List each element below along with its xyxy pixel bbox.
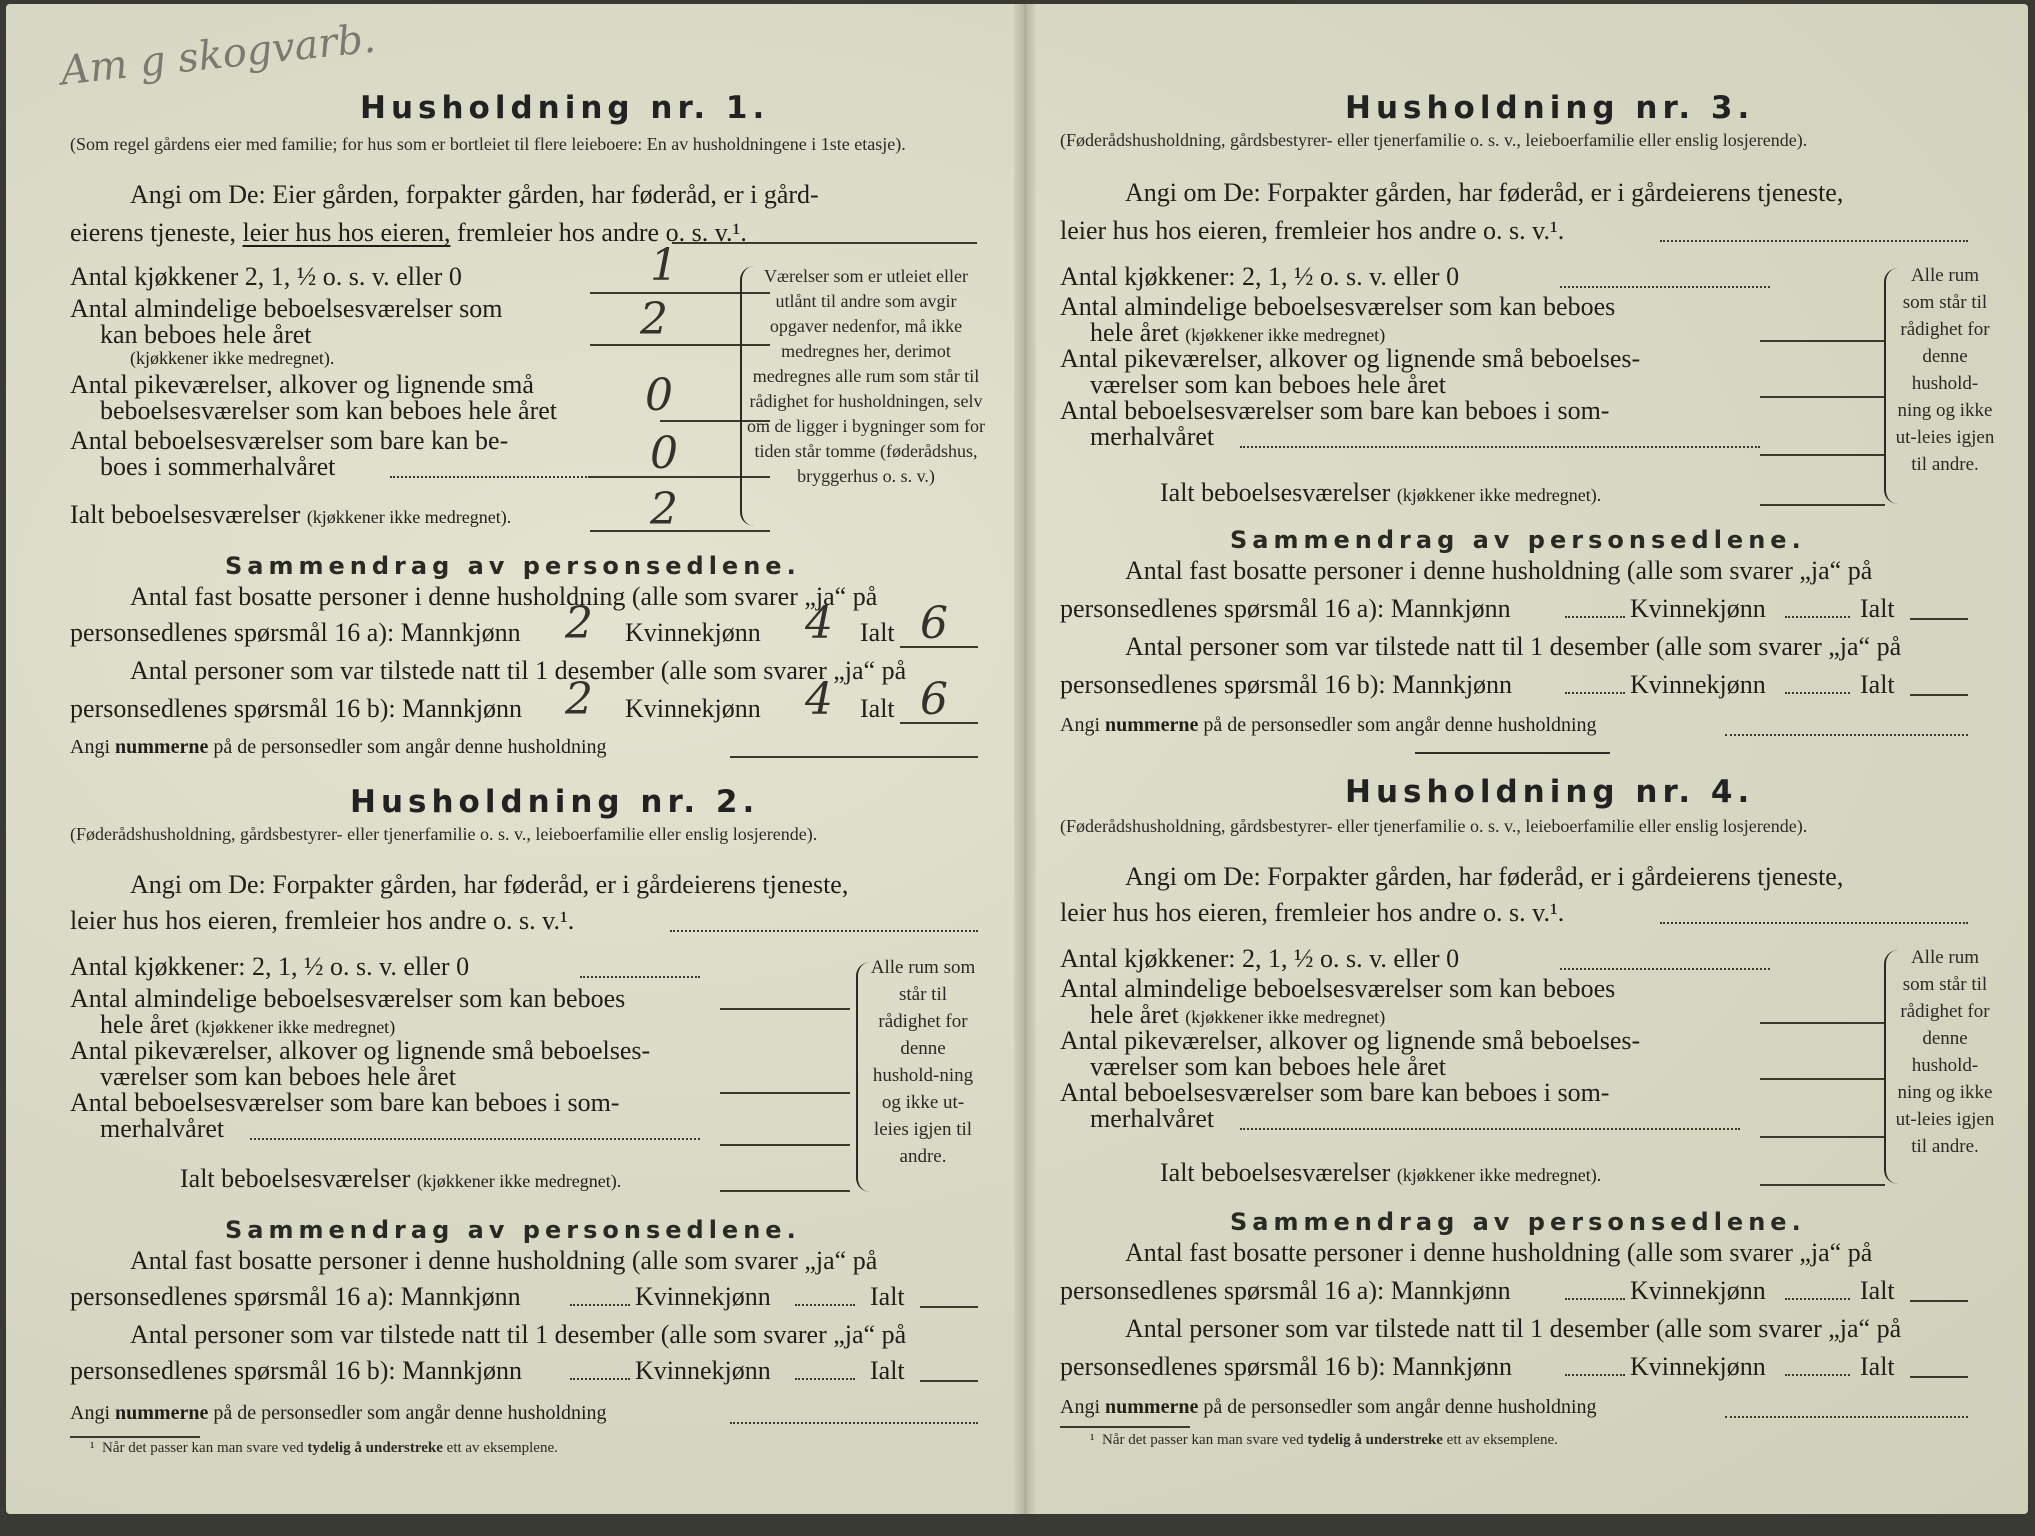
- h2-q16a-row: [70, 1282, 521, 1312]
- answer-line: [720, 1092, 850, 1094]
- h1-almindelige-value[interactable]: 2: [640, 294, 668, 345]
- household-3-description: (Føderådshusholdning, gårdsbestyrer- eller tjenerfamilie o. s. v., leieboerfamilie eller enslig losjerende).: [1060, 130, 1808, 150]
- h2-sommer-label-1: Antal beboelsesværelser som bare kan beboes i som-: [70, 1088, 620, 1117]
- h2-almindelige-label-1: Antal almindelige beboelsesværelser som kan beboes: [70, 984, 626, 1013]
- footnote-mark: ¹: [1090, 1432, 1095, 1448]
- nummerne-word: nummerne: [115, 1402, 209, 1424]
- h1-summary-title: Sammendrag av personsedlene.: [225, 552, 801, 580]
- nummerne-word: nummerne: [115, 736, 209, 758]
- h4-pike-label-2: værelser som kan beboes hele året: [1090, 1052, 1446, 1081]
- angi-word: Angi: [70, 1402, 110, 1424]
- left-footnote: [90, 1440, 558, 1457]
- right-page: [1060, 4, 1995, 1514]
- answer-line: [920, 1306, 978, 1308]
- h3-pike-label-2: værelser som kan beboes hele året: [1090, 370, 1446, 399]
- h4-q16b-line2: personsedlenes spørsmål 16 b):: [1060, 1352, 1386, 1381]
- h1-q16a-line1: Antal fast bosatte personer i denne husholdning (alle som svarer „ja“ på: [130, 582, 878, 611]
- h2-q16b-row: [70, 1356, 522, 1386]
- nummerne-word: nummerne: [1105, 1396, 1199, 1418]
- household-1-angi-line1: Angi om De: Eier gården, forpakter gården, har føderåd, er i gård-: [130, 180, 819, 209]
- h3-q16b-ialt-label: Ialt: [1860, 670, 1895, 699]
- h4-kjokkener-label: Antal kjøkkener: 2, 1, ½ o. s. v. eller 0: [1060, 944, 1460, 973]
- h1-q16b-ialt-value[interactable]: 6: [920, 674, 948, 725]
- h1-angi-nummerne: [70, 736, 607, 759]
- answer-line: [1760, 340, 1885, 342]
- right-footnote: [1090, 1432, 1558, 1449]
- h3-q16a-mann-label: Mannkjønn: [1390, 594, 1511, 623]
- h4-q16b-mann-label: Mannkjønn: [1392, 1352, 1513, 1381]
- h2-summary-title: Sammendrag av personsedlene.: [225, 1216, 801, 1244]
- h3-almindelige-label-1: Antal almindelige beboelsesværelser som kan beboes: [1060, 292, 1616, 321]
- h3-almindelige-note: (kjøkkener ikke medregnet): [1185, 325, 1386, 345]
- dot-leader: [1560, 968, 1770, 970]
- h1-brace-note: Værelser som er utleiet eller utlånt til andre som avgir opgaver nedenfor, må ikke medregnes her, derimot medregnes alle rum som står til rådighet for husholdningen, selv om de ligger i bygninger som for tiden står tomme (føderådshus, bryggerhus o. s. v.): [747, 266, 985, 486]
- h1-pike-label-1: Antal pikeværelser, alkover og lignende små: [70, 370, 534, 399]
- answer-line: [1760, 454, 1885, 456]
- footnote-text: Når det passer kan man svare ved: [1102, 1432, 1304, 1448]
- h1-q16a-mann-value[interactable]: 2: [565, 598, 593, 649]
- h1-pike-label-2: beboelsesværelser som kan beboes hele året: [100, 396, 558, 425]
- household-1-description: (Som regel gårdens eier med familie; for hus som er bortleiet til flere leieboere: En av husholdningene i 1ste etasje).: [70, 134, 906, 154]
- dot-leader: [1785, 692, 1850, 694]
- angi-nummerne-rest: på de personsedler som angår denne husholdning: [1203, 1396, 1597, 1418]
- household-4-description: (Føderådshusholdning, gårdsbestyrer- eller tjenerfamilie o. s. v., leieboerfamilie eller enslig losjerende).: [1060, 816, 1808, 836]
- h1-kjokkener-value[interactable]: 1: [650, 240, 678, 291]
- h3-q16b-row: [1060, 670, 1512, 700]
- h1-q16b-mann-label: Mannkjønn: [402, 694, 523, 723]
- angi-option-tjeneste: eierens tjeneste,: [70, 218, 237, 247]
- answer-line: [1910, 694, 1968, 696]
- h3-sommer-label-1: Antal beboelsesværelser som bare kan beboes i som-: [1060, 396, 1610, 425]
- footnote-mark: ¹: [90, 1440, 95, 1456]
- h1-ialt-label-text: Ialt beboelsesværelser: [70, 500, 301, 529]
- h3-ialt-note: (kjøkkener ikke medregnet).: [1396, 485, 1602, 505]
- h2-q16b-line2: personsedlenes spørsmål 16 b):: [70, 1356, 396, 1385]
- h1-q16a-row: [70, 618, 521, 648]
- h1-ialt-label: [70, 500, 511, 530]
- h2-q16b-kvinne-label: Kvinnekjønn: [635, 1356, 771, 1385]
- h4-ialt-note: (kjøkkener ikke medregnet).: [1396, 1165, 1602, 1185]
- h4-q16a-line2: personsedlenes spørsmål 16 a):: [1060, 1276, 1385, 1305]
- dot-leader: [1725, 734, 1968, 736]
- dot-leader: [1240, 1128, 1740, 1130]
- h4-q16b-ialt-label: Ialt: [1860, 1352, 1895, 1381]
- h1-sommer-label-2: boes i sommerhalvåret: [100, 452, 336, 481]
- h1-kjokkener-label: Antal kjøkkener 2, 1, ½ o. s. v. eller 0: [70, 262, 462, 291]
- h1-q16a-ialt-label: Ialt: [860, 618, 895, 647]
- h3-kjokkener-label: Antal kjøkkener: 2, 1, ½ o. s. v. eller 0: [1060, 262, 1460, 291]
- h1-pike-value[interactable]: 0: [645, 370, 673, 421]
- h2-q16b-line1: Antal personer som var tilstede natt til 1 desember (alle som svarer „ja“ på: [130, 1320, 907, 1349]
- h4-angi-nummerne: [1060, 1396, 1597, 1419]
- answer-line: [730, 756, 978, 758]
- household-2-angi-line2: leier hus hos eieren, fremleier hos andre o. s. v.¹.: [70, 906, 575, 935]
- answer-line: [720, 1008, 850, 1010]
- h3-q16a-line1: Antal fast bosatte personer i denne husholdning (alle som svarer „ja“ på: [1125, 556, 1873, 585]
- answer-line: [1760, 1136, 1885, 1138]
- answer-line: [1760, 504, 1885, 506]
- h4-q16a-mann-label: Mannkjønn: [1390, 1276, 1511, 1305]
- h1-q16a-line2: personsedlenes spørsmål 16 a):: [70, 618, 395, 647]
- h1-sommer-label-1: Antal beboelsesværelser som bare kan be-: [70, 426, 509, 455]
- h4-ialt-label: Ialt beboelsesværelser: [1160, 1158, 1391, 1187]
- h1-q16b-ialt-label: Ialt: [860, 694, 895, 723]
- h4-pike-label-1: Antal pikeværelser, alkover og lignende små beboelses-: [1060, 1026, 1641, 1055]
- household-2-title: Husholdning nr. 2.: [350, 784, 760, 820]
- answer-line: [1910, 1300, 1968, 1302]
- dot-leader: [1565, 1298, 1625, 1300]
- h4-q16b-kvinne-label: Kvinnekjønn: [1630, 1352, 1766, 1381]
- h2-ialt-note: (kjøkkener ikke medregnet).: [416, 1171, 622, 1191]
- answer-line: [590, 530, 770, 532]
- h3-q16a-row: [1060, 594, 1511, 624]
- dot-leader: [390, 476, 590, 478]
- footnote-rule: [1060, 1426, 1190, 1428]
- dot-leader: [730, 1422, 978, 1424]
- section-divider: [1415, 752, 1610, 754]
- h3-almindelige-label-2: hele året: [1090, 318, 1179, 347]
- dot-leader: [1565, 1374, 1625, 1376]
- h1-q16b-line2: personsedlenes spørsmål 16 b):: [70, 694, 396, 723]
- answer-line: [1760, 1022, 1885, 1024]
- h1-ialt-note: (kjøkkener ikke medregnet).: [306, 507, 512, 527]
- h4-q16a-row: [1060, 1276, 1511, 1306]
- h4-q16a-kvinne-label: Kvinnekjønn: [1630, 1276, 1766, 1305]
- h3-ialt-row: [1160, 478, 1601, 508]
- dot-leader: [1565, 616, 1625, 618]
- household-1-title: Husholdning nr. 1.: [360, 90, 770, 126]
- answer-line: [672, 242, 977, 244]
- dot-leader: [1785, 616, 1850, 618]
- h2-q16a-line2: personsedlenes spørsmål 16 a):: [70, 1282, 395, 1311]
- angi-nummerne-rest: på de personsedler som angår denne husholdning: [213, 736, 607, 758]
- h1-ialt-value[interactable]: 2: [650, 484, 678, 535]
- h2-sommer-label-2: merhalvåret: [100, 1114, 225, 1143]
- h1-q16b-kvinne-value[interactable]: 4: [805, 674, 833, 725]
- h1-q16a-kvinne-value[interactable]: 4: [805, 598, 833, 649]
- dot-leader: [795, 1378, 855, 1380]
- h3-summary-title: Sammendrag av personsedlene.: [1230, 526, 1806, 554]
- h3-q16a-line2: personsedlenes spørsmål 16 a):: [1060, 594, 1385, 623]
- h2-q16a-line1: Antal fast bosatte personer i denne husholdning (alle som svarer „ja“ på: [130, 1246, 878, 1275]
- h3-brace-note: Alle rum som står til rådighet for denne hushold-ning og ikke ut-leies igjen til andre.: [1895, 265, 1995, 475]
- h2-brace-note: Alle rum som står til rådighet for denne hushold-ning og ikke ut-leies igjen til andre.: [870, 957, 976, 1167]
- answer-line: [1910, 618, 1968, 620]
- angi-word: Angi: [1060, 714, 1100, 736]
- footnote-end: ett av eksemplene.: [446, 1440, 558, 1456]
- dot-leader: [1725, 1416, 1968, 1418]
- h4-almindelige-label-2: hele året: [1090, 1000, 1179, 1029]
- h3-q16a-ialt-label: Ialt: [1860, 594, 1895, 623]
- h2-q16a-mann-label: Mannkjønn: [400, 1282, 521, 1311]
- h2-angi-nummerne: [70, 1402, 607, 1425]
- h2-q16b-ialt-label: Ialt: [870, 1356, 905, 1385]
- dot-leader: [670, 930, 978, 932]
- h2-almindelige-note: (kjøkkener ikke medregnet): [195, 1017, 396, 1037]
- footnote-text: Når det passer kan man svare ved: [102, 1440, 304, 1456]
- footnote-end: ett av eksemplene.: [1446, 1432, 1558, 1448]
- dot-leader: [1560, 286, 1770, 288]
- answer-line: [1760, 1078, 1885, 1080]
- handwritten-note: Am g skogvarb.: [58, 15, 378, 95]
- h3-angi-nummerne: [1060, 714, 1597, 737]
- household-3-title: Husholdning nr. 3.: [1345, 90, 1755, 126]
- answer-line: [1760, 1184, 1885, 1186]
- household-4-angi-line1: Angi om De: Forpakter gården, har føderåd, er i gårdeierens tjeneste,: [1125, 862, 1844, 891]
- dot-leader: [795, 1304, 855, 1306]
- h2-ialt-row: [180, 1164, 621, 1194]
- h3-q16b-mann-label: Mannkjønn: [1392, 670, 1513, 699]
- answer-line: [920, 1380, 978, 1382]
- answer-line: [1910, 1376, 1968, 1378]
- h2-pike-label-2: værelser som kan beboes hele året: [100, 1062, 456, 1091]
- h4-almindelige-note: (kjøkkener ikke medregnet): [1185, 1007, 1386, 1027]
- h2-almindelige-label-2: hele året: [100, 1010, 189, 1039]
- household-2-angi-line1: Angi om De: Forpakter gården, har føderåd, er i gårdeierens tjeneste,: [130, 870, 849, 899]
- h4-ialt-row: [1160, 1158, 1601, 1188]
- h4-brace-note: Alle rum som står til rådighet for denne hushold-ning og ikke ut-leies igjen til andre.: [1895, 947, 1995, 1157]
- dot-leader: [570, 1378, 630, 1380]
- dot-leader: [1240, 446, 1760, 448]
- left-page: [58, 4, 985, 1514]
- h1-sommer-value[interactable]: 0: [650, 428, 678, 479]
- h1-q16b-kvinne-label: Kvinnekjønn: [625, 694, 761, 723]
- angi-option-fremleier: fremleier hos andre o. s. v.¹.: [456, 218, 747, 247]
- h2-q16b-mann-label: Mannkjønn: [402, 1356, 523, 1385]
- household-1-angi-line2: [70, 218, 747, 248]
- footnote-bold: tydelig å understreke: [1307, 1432, 1443, 1448]
- h4-q16b-line1: Antal personer som var tilstede natt til 1 desember (alle som svarer „ja“ på: [1125, 1314, 1902, 1343]
- footnote-bold: tydelig å understreke: [307, 1440, 443, 1456]
- h2-kjokkener-label: Antal kjøkkener: 2, 1, ½ o. s. v. eller 0: [70, 952, 470, 981]
- h1-q16b-line1: Antal personer som var tilstede natt til 1 desember (alle som svarer „ja“ på: [130, 656, 907, 685]
- answer-line: [720, 1190, 850, 1192]
- household-3-angi-line2: leier hus hos eieren, fremleier hos andre o. s. v.¹.: [1060, 216, 1565, 245]
- nummerne-word: nummerne: [1105, 714, 1199, 736]
- h1-q16a-kvinne-label: Kvinnekjønn: [625, 618, 761, 647]
- dot-leader: [1785, 1298, 1850, 1300]
- h3-ialt-label: Ialt beboelsesværelser: [1160, 478, 1391, 507]
- household-4-angi-line2: leier hus hos eieren, fremleier hos andre o. s. v.¹.: [1060, 898, 1565, 927]
- h3-sommer-label-2: merhalvåret: [1090, 422, 1215, 451]
- h4-q16a-ialt-label: Ialt: [1860, 1276, 1895, 1305]
- h1-q16a-mann-label: Mannkjønn: [400, 618, 521, 647]
- angi-word: Angi: [70, 736, 110, 758]
- h3-q16b-kvinne-label: Kvinnekjønn: [1630, 670, 1766, 699]
- dot-leader: [580, 976, 700, 978]
- household-4-title: Husholdning nr. 4.: [1345, 774, 1755, 810]
- h3-pike-label-1: Antal pikeværelser, alkover og lignende små beboelses-: [1060, 344, 1641, 373]
- h2-q16a-ialt-label: Ialt: [870, 1282, 905, 1311]
- answer-line: [900, 646, 978, 648]
- h4-sommer-label-2: merhalvåret: [1090, 1104, 1215, 1133]
- angi-nummerne-rest: på de personsedler som angår denne husholdning: [213, 1402, 607, 1424]
- h4-almindelige-label-1: Antal almindelige beboelsesværelser som kan beboes: [1060, 974, 1616, 1003]
- answer-line: [900, 722, 978, 724]
- answer-line: [1760, 396, 1885, 398]
- h3-q16a-kvinne-label: Kvinnekjønn: [1630, 594, 1766, 623]
- h1-q16b-row: [70, 694, 522, 724]
- dot-leader: [250, 1138, 700, 1140]
- h4-summary-title: Sammendrag av personsedlene.: [1230, 1208, 1806, 1236]
- h3-q16b-line1: Antal personer som var tilstede natt til 1 desember (alle som svarer „ja“ på: [1125, 632, 1902, 661]
- h1-almindelige-label-1: Antal almindelige beboelsesværelser som: [70, 294, 503, 323]
- dot-leader: [1785, 1374, 1850, 1376]
- footnote-rule: [70, 1436, 200, 1438]
- dot-leader: [1660, 240, 1968, 242]
- answer-line: [720, 1144, 850, 1146]
- angi-option-leier-hus-selected: leier hus hos eieren,: [242, 218, 451, 247]
- h2-pike-label-1: Antal pikeværelser, alkover og lignende små beboelses-: [70, 1036, 651, 1065]
- h1-q16b-mann-value[interactable]: 2: [565, 674, 593, 725]
- h2-ialt-label: Ialt beboelsesværelser: [180, 1164, 411, 1193]
- dot-leader: [1565, 692, 1625, 694]
- h4-sommer-label-1: Antal beboelsesværelser som bare kan beboes i som-: [1060, 1078, 1610, 1107]
- h4-q16b-row: [1060, 1352, 1512, 1382]
- household-2-description: (Føderådshusholdning, gårdsbestyrer- eller tjenerfamilie o. s. v., leieboerfamilie eller enslig losjerende).: [70, 824, 818, 844]
- h4-q16a-line1: Antal fast bosatte personer i denne husholdning (alle som svarer „ja“ på: [1125, 1238, 1873, 1267]
- angi-nummerne-rest: på de personsedler som angår denne husholdning: [1203, 714, 1597, 736]
- h1-almindelige-label-2: kan beboes hele året: [100, 320, 312, 349]
- angi-word: Angi: [1060, 1396, 1100, 1418]
- h3-q16b-line2: personsedlenes spørsmål 16 b):: [1060, 670, 1386, 699]
- h1-almindelige-note: (kjøkkener ikke medregnet).: [130, 348, 335, 368]
- h1-q16a-ialt-value[interactable]: 6: [920, 598, 948, 649]
- dot-leader: [570, 1304, 630, 1306]
- household-3-angi-line1: Angi om De: Forpakter gården, har føderåd, er i gårdeierens tjeneste,: [1125, 178, 1844, 207]
- dot-leader: [1660, 922, 1968, 924]
- h2-q16a-kvinne-label: Kvinnekjønn: [635, 1282, 771, 1311]
- page-fold: [1014, 4, 1036, 1514]
